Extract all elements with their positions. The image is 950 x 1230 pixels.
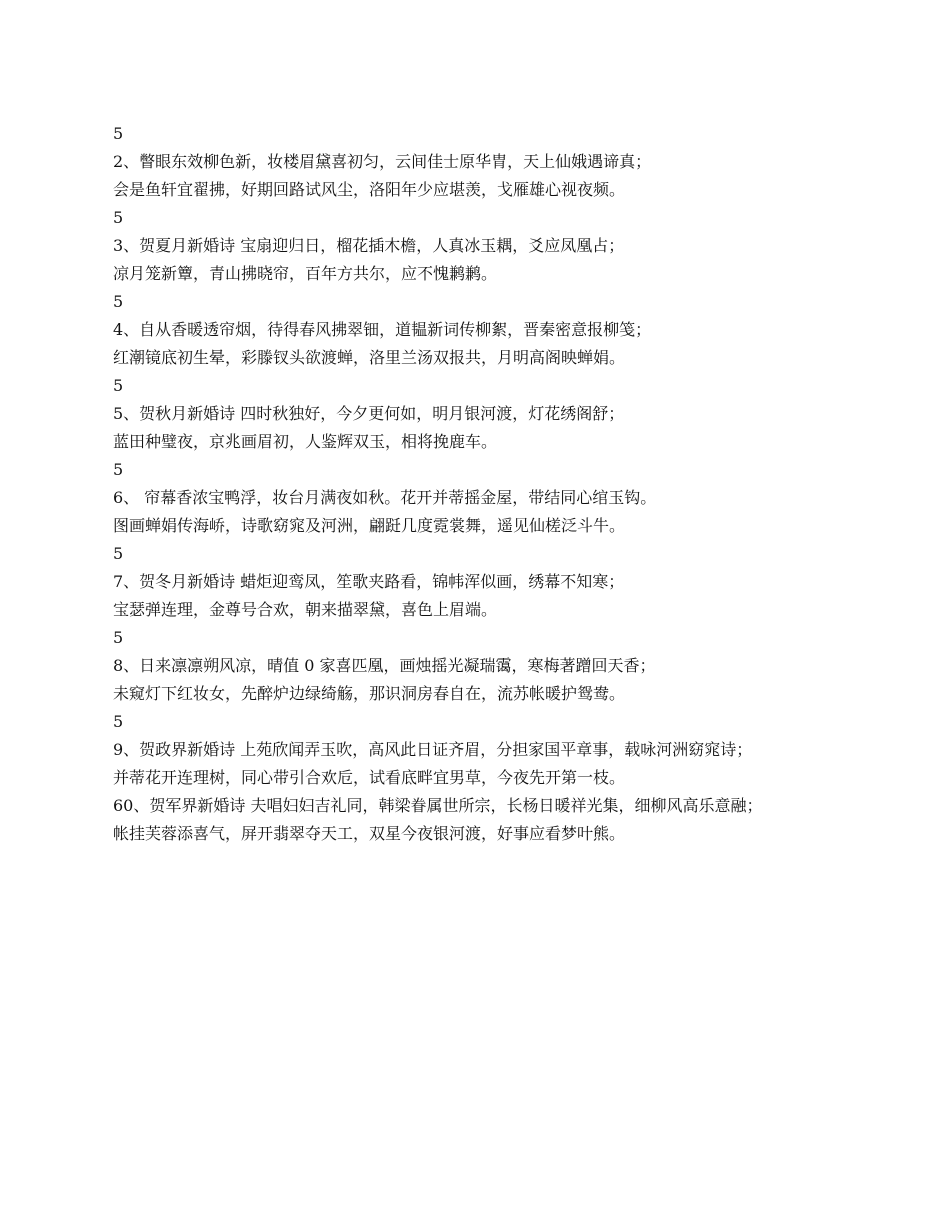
poem-line: 8、日来凛凛朔风凉，晴值 0 家喜匹凰，画烛摇光凝瑞霭，寒梅著蹭回天香； <box>113 656 656 675</box>
poem-line: 并蒂花开连理树，同心带引合欢卮，试看底畔宜男草，今夜先开第一枝。 <box>113 768 626 787</box>
poem-line: 60、贺军界新婚诗 夫唱妇妇吉礼同，韩梁眷属世所宗，长杨日暖祥光集，细柳风高乐意融； <box>113 796 763 815</box>
page-number-marker: 5 <box>113 460 124 479</box>
poem-line: 未窥灯下红妆女，先醉炉边绿绮觞，那识洞房春自在，流苏帐暖护鸳鸯。 <box>113 684 626 703</box>
poem-line: 宝瑟弹连理，金尊号合欢，朝来描翠黛，喜色上眉端。 <box>113 600 498 619</box>
page-number-marker: 5 <box>113 208 124 227</box>
poem-line: 3、贺夏月新婚诗 宝扇迎归日，榴花插木檐，人真冰玉耦，爻应凤凰占； <box>113 236 625 255</box>
poem-line: 红潮镜底初生晕，彩滕钗头欲渡蝉，洛里兰汤双报共，月明高阁映蝉娟。 <box>113 348 626 367</box>
poem-line: 蓝田种璧夜，京兆画眉初，人鉴辉双玉，相将挽鹿车。 <box>113 432 498 451</box>
document-body <box>113 124 833 852</box>
poem-line: 5、贺秋月新婚诗 四时秋独好，今夕更何如，明月银河渡，灯花绣阁舒； <box>113 404 625 423</box>
poem-line: 6、 帘幕香浓宝鸭浮，妆台月满夜如秋。花开并蒂摇金屋，带结同心绾玉钩。 <box>113 488 657 507</box>
poem-line: 图画蝉娟传海峤，诗歌窈窕及河洲，翩跹几度霓裳舞，遥见仙槎泛斗牛。 <box>113 516 626 535</box>
poem-line: 会是鱼轩宜翟拂，好期回路试风尘，洛阳年少应堪羡，戈雁雄心视夜频。 <box>113 180 626 199</box>
poem-line: 2、瞥眼东效柳色新，妆楼眉黛喜初匀，云间佳士原华胄，天上仙娥遇谛真； <box>113 152 652 171</box>
page-number-marker: 5 <box>113 376 124 395</box>
poem-line: 7、贺冬月新婚诗 蜡炬迎鸾凤，笙歌夹路看，锦帏浑似画，绣幕不知寒； <box>113 572 625 591</box>
poem-line: 凉月笼新簟，青山拂晓帘，百年方共尔，应不愧鹣鹣。 <box>113 264 498 283</box>
poem-line: 9、贺政界新婚诗 上苑欣闻弄玉吹，高风此日证齐眉，分担家国平章事，载咏河洲窈窕诗； <box>113 740 753 759</box>
poem-line: 帐挂芙蓉添喜气，屏开翡翠夺天工，双星今夜银河渡，好事应看梦叶熊。 <box>113 824 626 843</box>
page-number-marker: 5 <box>113 292 124 311</box>
poem-line: 4、自从香暖透帘烟，待得春风拂翠钿，道韫新词传柳絮，晋秦密意报柳笺； <box>113 320 652 339</box>
page-number-marker: 5 <box>113 712 124 731</box>
page-number-marker: 5 <box>113 628 124 647</box>
page-number-marker: 5 <box>113 124 124 143</box>
page-number-marker: 5 <box>113 544 124 563</box>
